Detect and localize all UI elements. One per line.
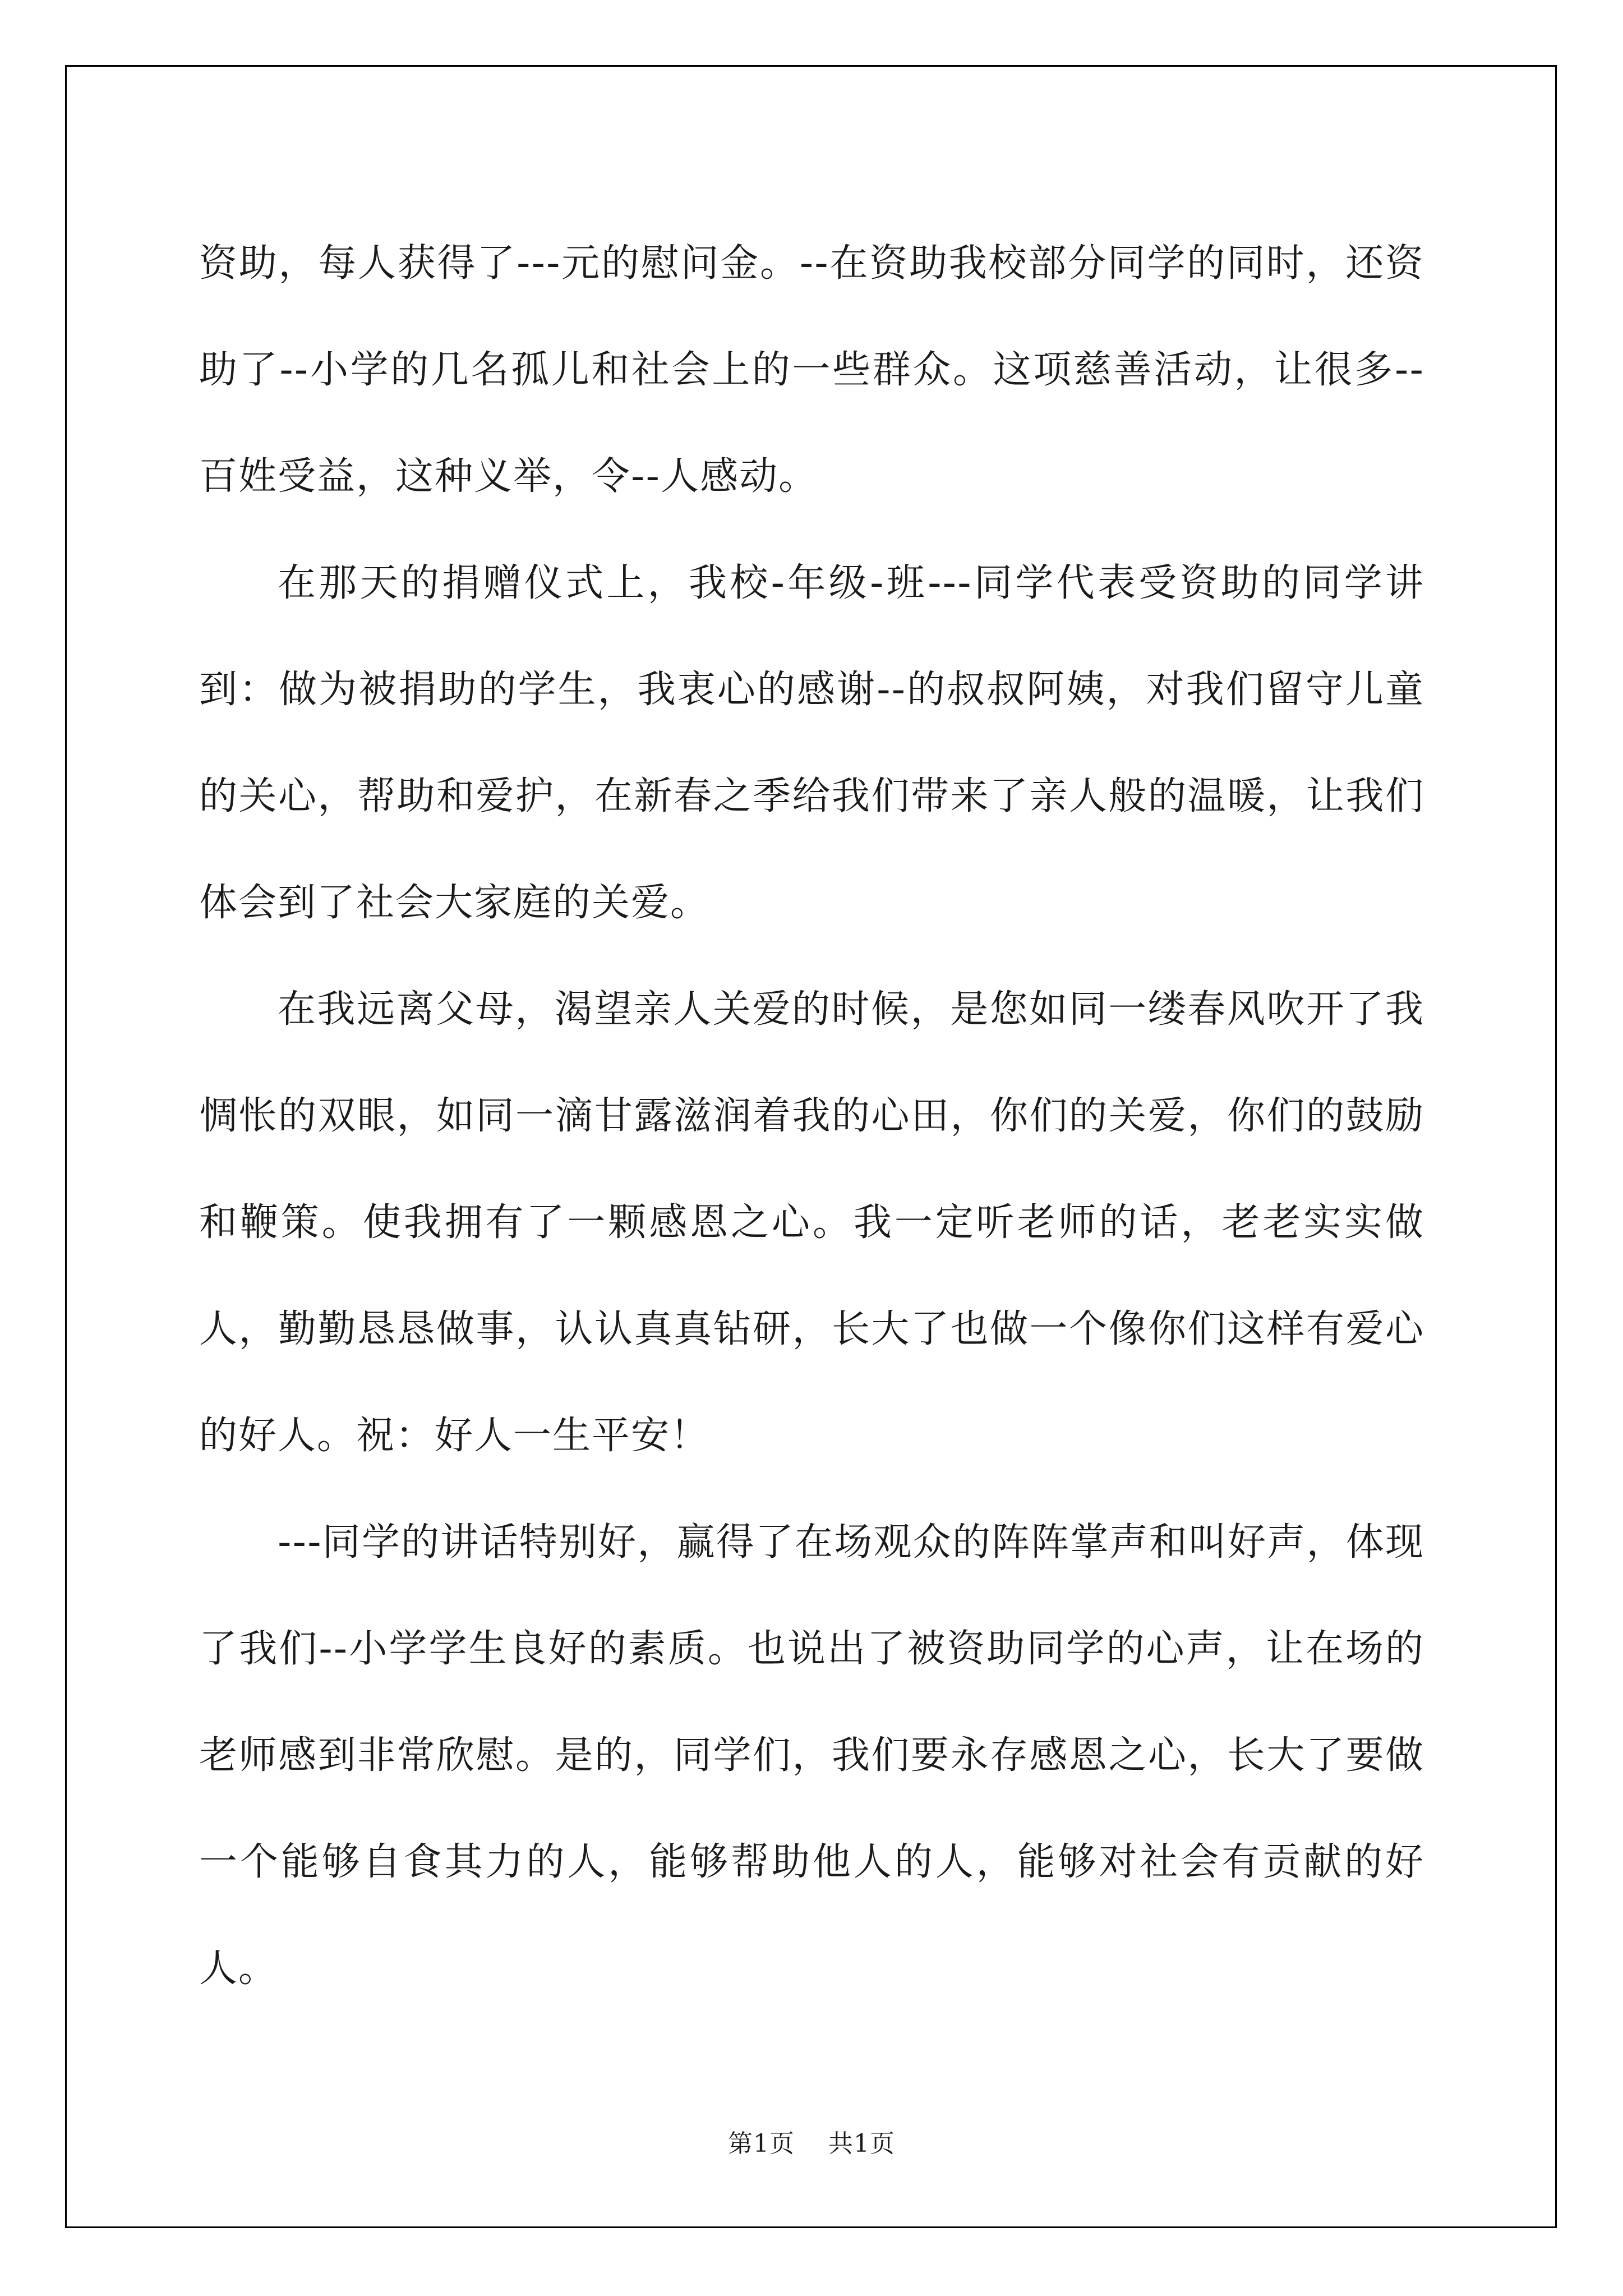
page-total: 共1页 — [828, 2129, 895, 2158]
document-body — [199, 210, 1424, 2022]
paragraph-2: 在那天的捐赠仪式上，我校-年级-班---同学代表受资助的同学讲到：做为被捐助的学生，我衷心的感谢--的叔叔阿姨，对我们留守儿童的关心，帮助和爱护，在新春之季给我们带来了亲人般的温暖，让我们体会到了社会大家庭的关爱。 — [199, 561, 1424, 925]
page-number: 第1页 — [728, 2129, 795, 2158]
page-footer — [0, 2123, 1623, 2159]
paragraph-4: ---同学的讲话特别好，赢得了在场观众的阵阵掌声和叫好声，体现了我们--小学学生良好的素质。也说出了被资助同学的心声，让在场的老师感到非常欣慰。是的，同学们，我们要永存感恩之心，长大了要做一个能够自食其力的人，能够帮助他人的人，能够对社会有贡献的好人。 — [199, 1520, 1424, 1991]
paragraph-1: 资助，每人获得了---元的慰问金。--在资助我校部分同学的同时，还资助了--小学的几名孤儿和社会上的一些群众。这项慈善活动，让很多--百姓受益，这种义举，令--人感动。 — [199, 241, 1424, 499]
paragraph-3: 在我远离父母，渴望亲人关爱的时候，是您如同一缕春风吹开了我惆怅的双眼，如同一滴甘露滋润着我的心田，你们的关爱，你们的鼓励和鞭策。使我拥有了一颗感恩之心。我一定听老师的话，老老实实做人，勤勤恳恳做事，认认真真钻研，长大了也做一个像你们这样有爱心的好人。祝：好人一生平安！ — [199, 987, 1424, 1458]
